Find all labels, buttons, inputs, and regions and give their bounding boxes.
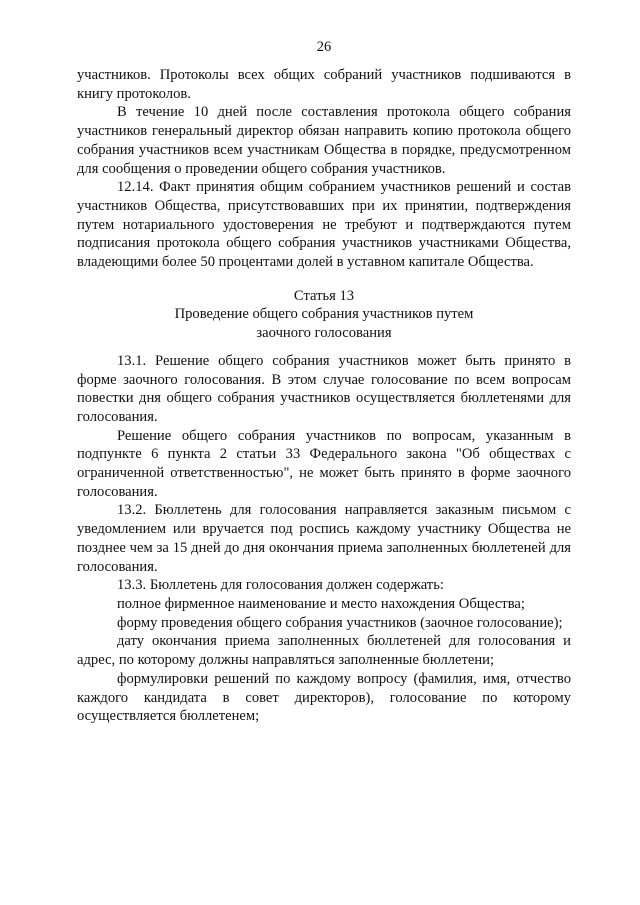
paragraph-clause-13-3: 13.3. Бюллетень для голосования должен содержать: <box>117 577 444 594</box>
list-item: дату окончания приема заполненных бюллетеней для голосования и адрес, по которому должны направляться заполненные бюллетени; <box>77 633 571 669</box>
paragraph: В течение 10 дней после составления протокола общего собрания участников генеральный директор обязан направить копию протокола общего собрания участников всем участникам Общества в порядке, предусмотренном для сообщения о проведении общего собрания участников. <box>77 104 571 177</box>
list-item: формулировки решений по каждому вопросу (фамилия, имя, отчество каждого кандидата в совет директоров), голосование по которому осуществляется бюллетенем; <box>77 670 571 725</box>
paragraph-continuation: участников. Протоколы всех общих собраний участников подшиваются в книгу протоколов. <box>77 67 571 102</box>
article-heading <box>77 287 571 343</box>
paragraph-clause-12-14: 12.14. Факт принятия общим собранием участников решений и состав участников Общества, присутствовавших при их принятии, подтверждения путем нотариального удостоверения не требуют и подтверждаются путем подписания протокола общего собрания участников участниками Общества, владеющими более 50 процентами долей в уставном капитале Общества. <box>77 179 571 271</box>
page-number: 26 <box>316 39 332 55</box>
paragraph-clause-13-2: 13.2. Бюллетень для голосования направляется заказным письмом с уведомлением или вручается под роспись каждому участнику Общества не позднее чем за 15 дней до дня окончания приема заполненных бюллетеней для голосования. <box>77 502 571 575</box>
document-body <box>77 66 571 726</box>
list-item: форму проведения общего собрания участников (заочное голосование); <box>117 614 563 631</box>
list-item: полное фирменное наименование и место нахождения Общества; <box>117 595 525 612</box>
paragraph-clause-13-1: 13.1. Решение общего собрания участников может быть принято в форме заочного голосования. В этом случае голосование по всем вопросам повестки дня общего собрания участников осуществляется бюллетенями для голосования. <box>77 352 571 425</box>
article-title-line-1: Проведение общего собрания участников путем <box>174 306 474 323</box>
article-title-line-2: заочного голосования <box>256 325 392 342</box>
article-label: Статья 13 <box>293 287 355 304</box>
paragraph: Решение общего собрания участников по вопросам, указанным в подпункте 6 пункта 2 статьи 33 Федерального закона "Об обществах с ограниченной ответственностью", не может быть принято в форме заочного голосования. <box>77 427 571 500</box>
